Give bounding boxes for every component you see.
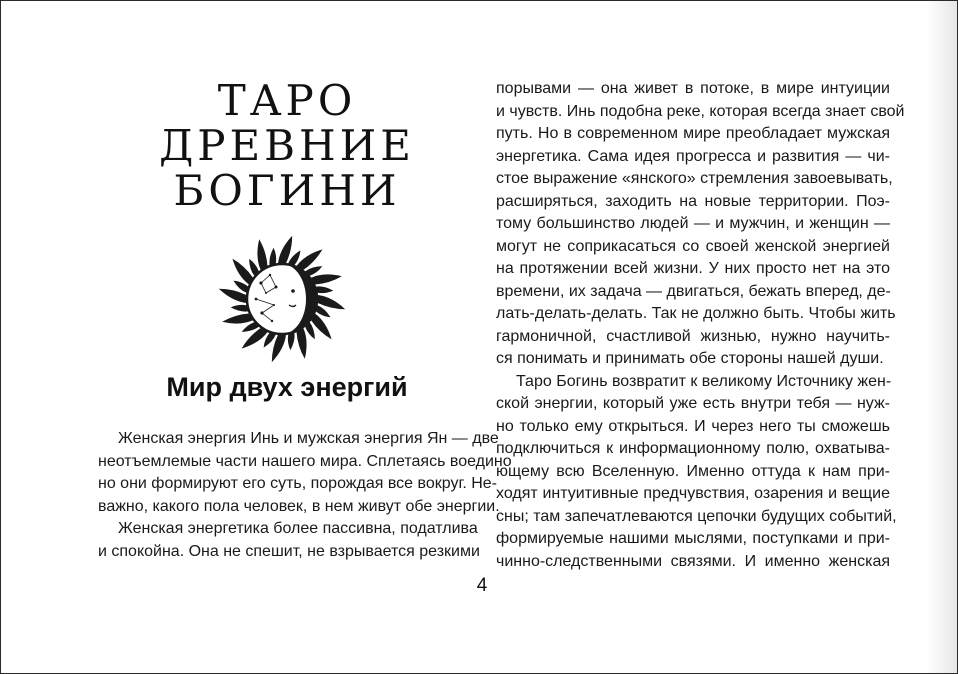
sun-ray <box>231 305 249 312</box>
text-line: Женская энергия Инь и мужская энергия Ян — две <box>118 430 499 447</box>
text-line: ской энергии, который уже есть внутри тебя — нуж- <box>496 395 890 412</box>
text-line: неотъемлемые части нашего мира. Сплетаясь воедино <box>98 452 512 470</box>
text-line: подключиться к информационному полю, охватыва- <box>496 440 890 457</box>
book-title <box>98 78 476 213</box>
text-line: но только ему открыться. И через него ты сможешь <box>496 417 890 435</box>
text-line: и чувств. Инь подобна реке, которая всегда знает свой <box>496 102 905 120</box>
sun-ray <box>219 289 246 303</box>
sun-ray <box>288 333 295 351</box>
sun-ray <box>272 335 286 362</box>
right-column <box>496 78 905 573</box>
text-line: гармоничной, счастливой жизнью, нужно научить- <box>496 327 890 345</box>
text-line: ся понимать и принимать обе стороны нашей души. <box>496 350 884 367</box>
text-line: лать-делать-делать. Так не должно быть. Чтобы жить <box>496 305 896 322</box>
text-line: Таро Богинь возвратит к великому Источнику жен- <box>516 372 892 390</box>
sun-ray <box>269 248 276 266</box>
text-line: тому большинство людей — и мужчин, и женщин — <box>496 215 890 232</box>
text-line: путь. Но в современном мире преобладает мужская <box>496 125 890 142</box>
book-title-line: ТАРО <box>217 76 357 125</box>
text-line: ющему всю Вселенную. Именно оттуда к нам при- <box>496 462 890 480</box>
text-line: ходят интуитивные предчувствия, озарения и вещие <box>496 485 890 502</box>
text-line: чинно-следственными связями. И именно женская <box>496 552 890 570</box>
sun-moon-icon <box>216 233 348 365</box>
text-line: сны; там запечатлеваются цепочки будущих событий, <box>496 507 897 525</box>
text-line: на протяжении всей жизни. У них просто нет на это <box>496 260 890 277</box>
text-line: времени, их задача — двигаться, бежать вперед, де- <box>496 282 891 300</box>
text-line: Женская энергетика более пассивна, податлива <box>118 520 478 537</box>
text-line: и спокойна. Она не спешит, не взрывается резкими <box>98 542 480 560</box>
sun-ray <box>233 281 248 293</box>
sun-ray <box>311 274 342 284</box>
text-line: порывами — она живет в потоке, в мире интуиции <box>496 80 890 97</box>
left-column <box>98 76 512 560</box>
sun-ray <box>316 305 331 317</box>
text-line: но они формируют его суть, порождая все вокруг. Не- <box>98 475 497 492</box>
sun-ray <box>278 236 292 263</box>
text-line: энергетика. Сама идея прогресса и развития — чи- <box>496 147 890 165</box>
sun-ray <box>264 333 276 348</box>
text-line: расширяться, заходить на новые территории. Поэ- <box>496 192 890 210</box>
book-title-line: БОГИНИ <box>173 166 401 215</box>
page-number: 4 <box>476 575 488 596</box>
sun-ray <box>257 239 267 270</box>
sun-ray <box>288 250 300 265</box>
sun-ray <box>316 286 334 293</box>
section-heading: Мир двух энергий <box>166 372 408 402</box>
book-title-line: ДРЕВНИЕ <box>159 121 415 170</box>
left-body-text <box>98 428 512 563</box>
page-edge-shadow <box>927 1 957 673</box>
text-line: стое выражение «янского» стремления завоевывать, <box>496 170 893 187</box>
text-line: могут не соприкасаться со своей женской энергией <box>496 237 890 255</box>
text-line: формируемые нашими мыслями, поступками и при- <box>496 530 890 547</box>
sun-ray <box>222 314 253 324</box>
sun-ray <box>318 295 345 309</box>
sun-ray <box>297 328 307 359</box>
text-line: важно, какого пола человек, в нем живут обе энергии. <box>98 497 500 515</box>
